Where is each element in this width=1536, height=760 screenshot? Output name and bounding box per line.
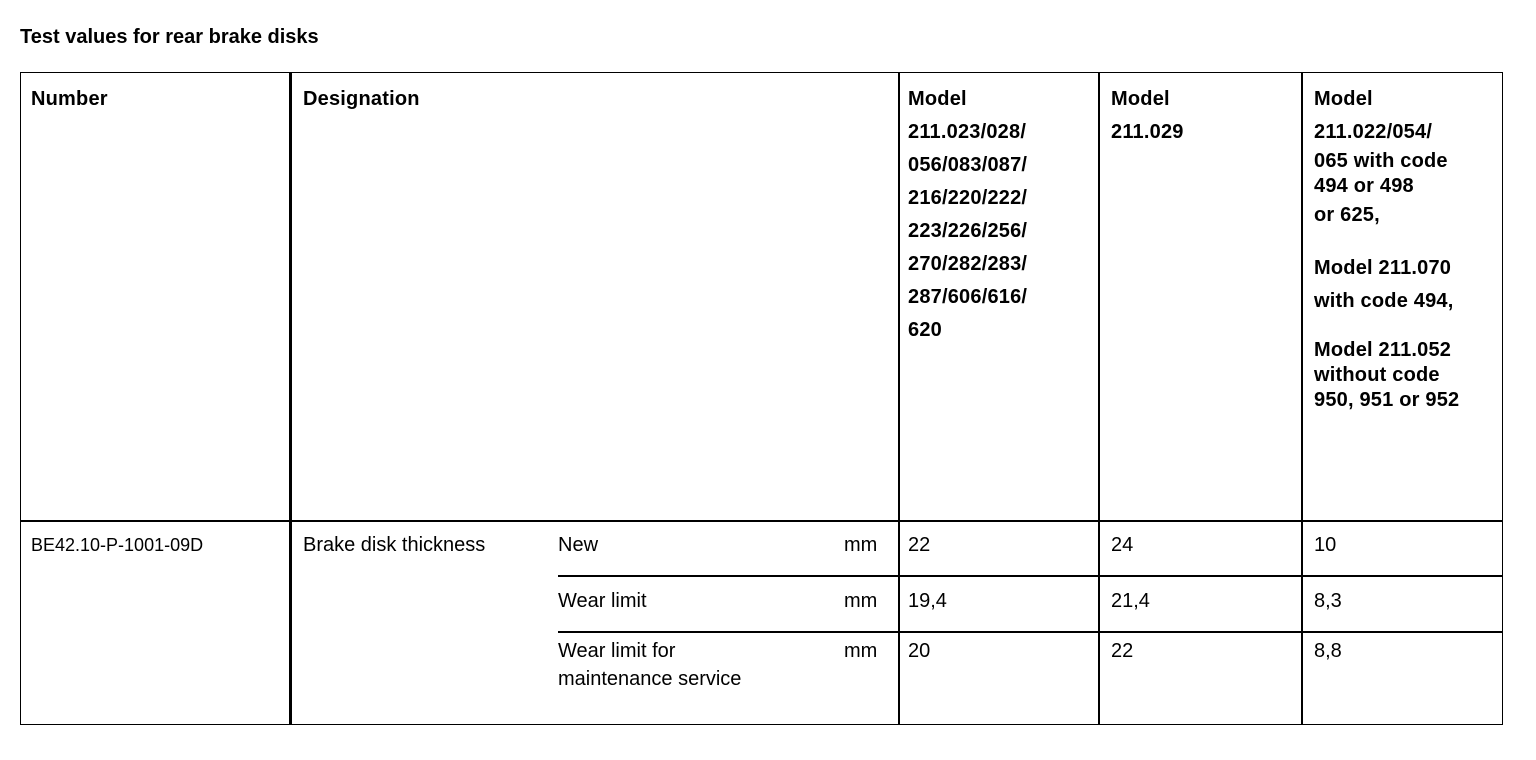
col-divider-model1: [1098, 73, 1100, 724]
header-col2-line: 211.029: [1111, 121, 1184, 143]
header-col3-line: 065 with code: [1314, 150, 1448, 172]
row-divider-1: [558, 575, 1502, 577]
row-value-col2: 24: [1111, 534, 1134, 556]
header-col1-line: 056/083/087/: [908, 154, 1028, 176]
header-col3-line: 211.022/054/: [1314, 121, 1433, 143]
row-unit: mm: [844, 640, 878, 662]
header-col1-line: 270/282/283/: [908, 253, 1028, 275]
col-divider-model2: [1301, 73, 1303, 724]
row-label-line: Wear limit for: [558, 640, 676, 662]
row-label-wear-limit: Wear limit: [558, 590, 647, 612]
header-col1-line: 216/220/222/: [908, 187, 1028, 209]
header-col1-line: 211.023/028/: [908, 121, 1027, 143]
header-col3-line: with code 494,: [1314, 290, 1454, 312]
row-value-col3: 8,3: [1314, 590, 1342, 612]
header-col3-line: without code: [1314, 364, 1440, 386]
page-title: Test values for rear brake disks: [20, 26, 319, 48]
header-col1-line: 620: [908, 319, 942, 341]
header-col1-line: Model: [908, 88, 967, 110]
header-col3-line: 494 or 498: [1314, 175, 1414, 197]
row-value-col3: 10: [1314, 534, 1337, 556]
header-col3-line: Model: [1314, 88, 1373, 110]
row-label-line: maintenance service: [558, 668, 742, 690]
header-col3-line: Model 211.070: [1314, 257, 1452, 279]
header-number: Number: [31, 88, 108, 110]
header-model-col2: [1111, 83, 1184, 149]
row-label-wear-limit-maintenance: [558, 637, 741, 693]
row-value-col1: 20: [908, 640, 931, 662]
row-number: BE42.10-P-1001-09D: [31, 535, 204, 555]
row-divider-2: [558, 631, 1502, 633]
header-col3-line: 950, 951 or 952: [1314, 389, 1460, 411]
test-values-table: [20, 72, 1503, 725]
header-col3-line: Model 211.052: [1314, 339, 1452, 361]
row-value-col1: 19,4: [908, 590, 947, 612]
row-unit: mm: [844, 534, 878, 556]
header-col3-spacer: [1314, 232, 1459, 252]
row-value-col2: 21,4: [1111, 590, 1150, 612]
row-value-col1: 22: [908, 534, 931, 556]
row-label-new: New: [558, 534, 599, 556]
header-model-col1: [908, 83, 1027, 347]
col-divider-number: [289, 73, 292, 724]
header-designation: Designation: [303, 88, 420, 110]
row-unit: mm: [844, 590, 878, 612]
row-designation: Brake disk thickness: [303, 534, 486, 556]
header-bottom-rule: [21, 520, 1502, 522]
header-col2-line: Model: [1111, 88, 1170, 110]
row-value-col3: 8,8: [1314, 640, 1342, 662]
header-col3-spacer: [1314, 318, 1459, 338]
header-model-col3: [1314, 83, 1459, 413]
row-value-col2: 22: [1111, 640, 1134, 662]
header-col1-line: 287/606/616/: [908, 286, 1028, 308]
header-col3-line: or 625,: [1314, 204, 1380, 226]
header-col1-line: 223/226/256/: [908, 220, 1028, 242]
col-divider-designation: [898, 73, 900, 724]
